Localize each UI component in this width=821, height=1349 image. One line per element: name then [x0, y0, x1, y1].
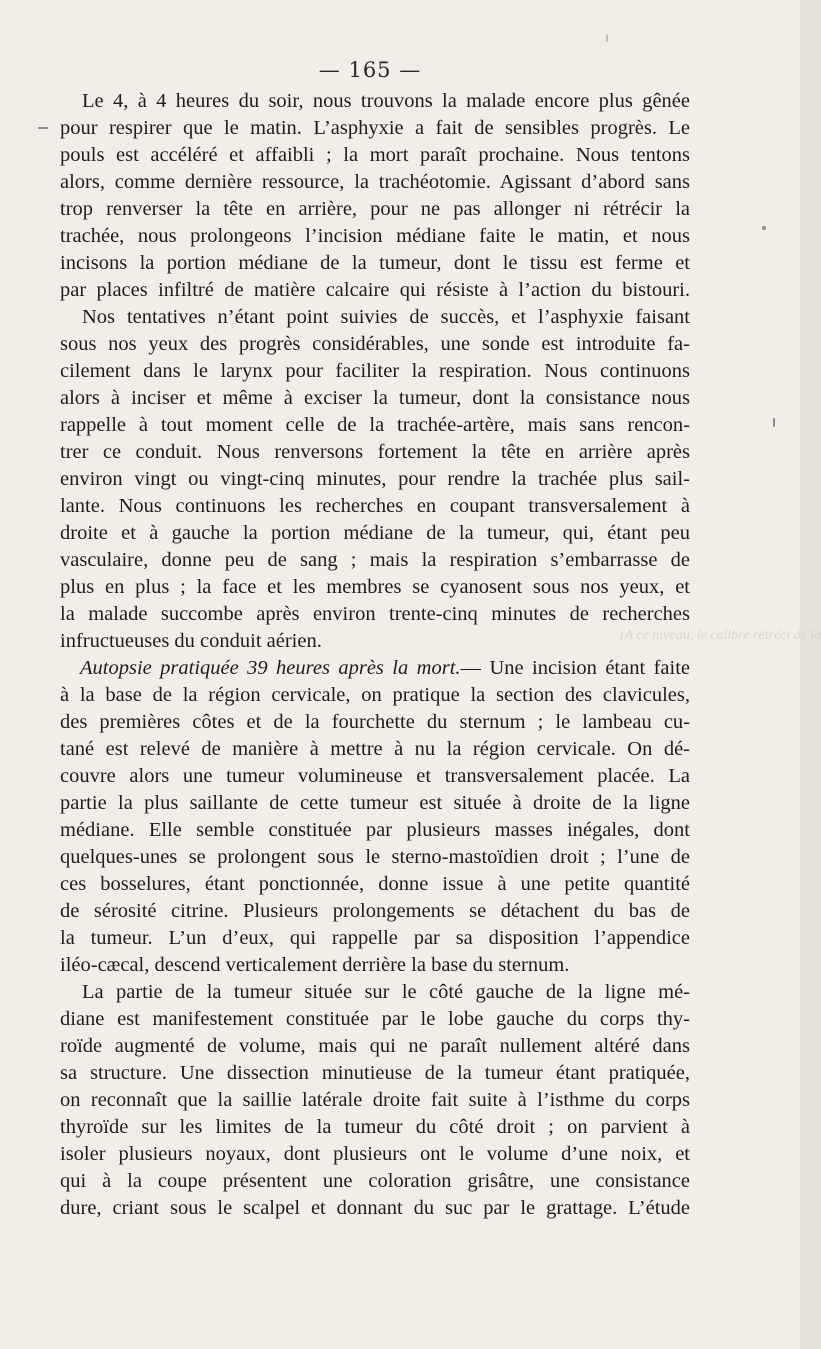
- text-line: rappelle à tout moment celle de la trachée-artère, mais sans rencon-: [60, 414, 690, 436]
- text-line: Le 4, à 4 heures du soir, nous trouvons la malade encore plus gênée: [82, 90, 690, 112]
- text-line: trop renverser la tête en arrière, pour ne pas allonger ni rétrécir la: [60, 198, 690, 220]
- text-line: infructueuses du conduit aérien.: [60, 630, 322, 652]
- ink-speck: [773, 418, 775, 427]
- text-line: diane est manifestement constituée par le lobe gauche du corps thy-: [60, 1008, 690, 1030]
- text-line: sa structure. Une dissection minutieuse de la tumeur étant pratiquée,: [60, 1062, 690, 1084]
- text-line: dure, criant sous le scalpel et donnant du suc par le grattage. L’étude: [60, 1197, 690, 1219]
- text-line: lante. Nous continuons les recherches en coupant transversalement à: [60, 495, 690, 517]
- text-line: médiane. Elle semble constituée par plusieurs masses inégales, dont: [60, 819, 690, 841]
- text-line: on reconnaît que la saillie latérale droite fait suite à l’isthme du corps: [60, 1089, 690, 1111]
- ink-speck: [38, 127, 48, 129]
- autopsy-line: [60, 655, 690, 682]
- text-line: trachée, nous prolongeons l’incision médiane faite le matin, et nous: [60, 225, 690, 247]
- text-line: environ vingt ou vingt-cinq minutes, pour rendre la trachée plus sail-: [60, 468, 690, 490]
- text-line: incisons la portion médiane de la tumeur, dont le tissu est ferme et: [60, 252, 690, 274]
- text-line: tané est relevé de manière à mettre à nu la région cervicale. On dé-: [60, 738, 690, 760]
- ink-speck: [606, 34, 608, 42]
- text-line: par places infiltré de matière calcaire qui résiste à l’action du bistouri.: [60, 279, 690, 301]
- text-line: la tumeur. L’un d’eux, qui rappelle par sa disposition l’appendice: [60, 927, 690, 949]
- text-line: à la base de la région cervicale, on pratique la section des clavicules,: [60, 684, 690, 706]
- body-text: [60, 88, 690, 1222]
- text-line: pour respirer que le matin. L’asphyxie a fait de sensibles progrès. Le: [60, 117, 690, 139]
- text-line: couvre alors une tumeur volumineuse et transversalement placée. La: [60, 765, 690, 787]
- text-line: qui à la coupe présentent une coloration grisâtre, une consistance: [60, 1170, 690, 1192]
- autopsy-heading: Autopsie pratiquée 39 heures après la mort.: [80, 657, 461, 679]
- text-line: alors, comme dernière ressource, la trachéotomie. Agissant d’abord sans: [60, 171, 690, 193]
- text-line: alors à inciser et même à exciser la tumeur, dont la consistance nous: [60, 387, 690, 409]
- text-line: droite et à gauche la portion médiane de la tumeur, qui, étant peu: [60, 522, 690, 544]
- text-line: pouls est accéléré et affaibli ; la mort paraît prochaine. Nous tentons: [60, 144, 690, 166]
- ink-speck: [762, 226, 766, 230]
- autopsy-rest: — Une incision étant faite: [460, 657, 690, 679]
- text-line: la malade succombe après environ trente-cinq minutes de recherches: [60, 603, 690, 625]
- text-line: trer ce conduit. Nous renversons fortement la tête en arrière après: [60, 441, 690, 463]
- text-line: des premières côtes et de la fourchette du sternum ; le lambeau cu-: [60, 711, 690, 733]
- text-line: cilement dans le larynx pour faciliter la respiration. Nous continuons: [60, 360, 690, 382]
- text-line: iléo-cæcal, descend verticalement derrière la base du sternum.: [60, 954, 570, 976]
- text-line: vasculaire, donne peu de sang ; mais la respiration s’embarrasse de: [60, 549, 690, 571]
- text-line: ces bosselures, étant ponctionnée, donne issue à une petite quantité: [60, 873, 690, 895]
- text-line: partie la plus saillante de cette tumeur est située à droite de la ligne: [60, 792, 690, 814]
- bleed-through-text: (A ce niveau, le calibre rétréci de la: [620, 628, 821, 643]
- text-line: thyroïde sur les limites de la tumeur du côté droit ; on parvient à: [60, 1116, 690, 1138]
- text-line: La partie de la tumeur située sur le côté gauche de la ligne mé-: [82, 981, 690, 1003]
- text-line: isoler plusieurs noyaux, dont plusieurs ont le volume d’une noix, et: [60, 1143, 690, 1165]
- text-line: plus en plus ; la face et les membres se cyanosent sous nos yeux, et: [60, 576, 690, 598]
- text-line: Nos tentatives n’étant point suivies de succès, et l’asphyxie faisant: [82, 306, 690, 328]
- page-number: — 165 —: [318, 58, 422, 82]
- text-line: sous nos yeux des progrès considérables, une sonde est introduite fa-: [60, 333, 690, 355]
- text-line: quelques-unes se prolongent sous le sterno-mastoïdien droit ; l’une de: [60, 846, 690, 868]
- text-line: de sérosité citrine. Plusieurs prolongements se détachent du bas de: [60, 900, 690, 922]
- text-line: roïde augmenté de volume, mais qui ne paraît nullement altéré dans: [60, 1035, 690, 1057]
